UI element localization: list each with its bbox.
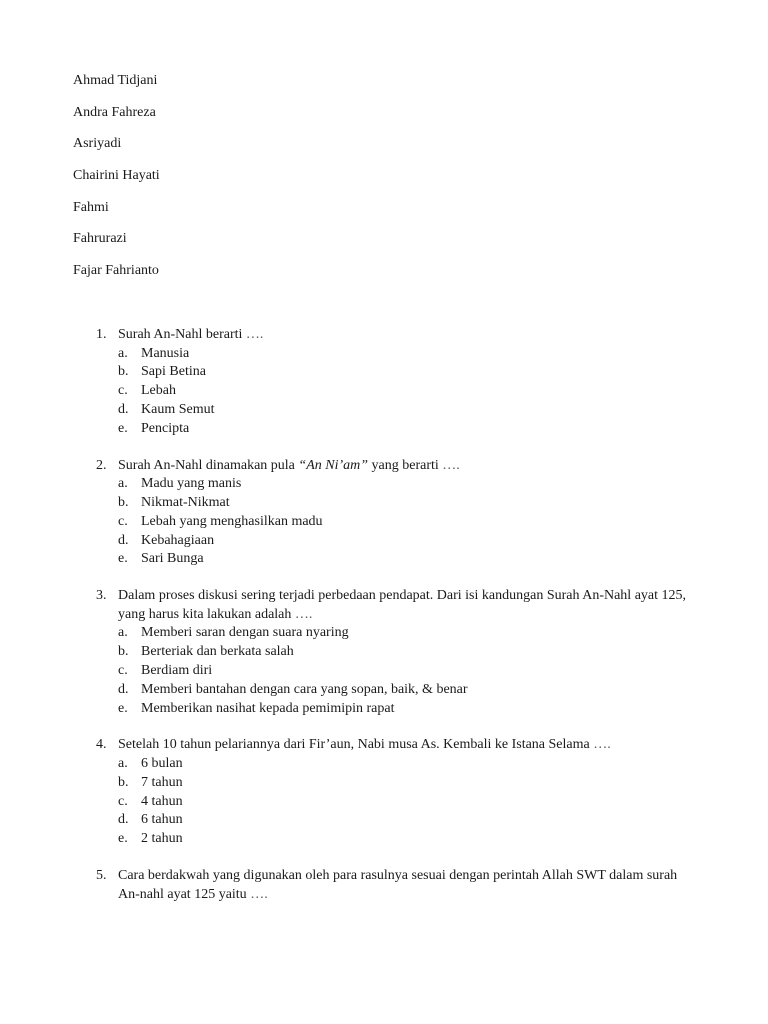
option-letter: e. [118, 551, 128, 567]
option-text: Lebah yang menghasilkan madu [141, 513, 323, 529]
option-letter: a. [118, 345, 128, 361]
option-letter: b. [118, 644, 129, 660]
option-text: Lebah [141, 383, 176, 399]
answer-option [96, 550, 696, 569]
answer-option [96, 700, 696, 719]
option-letter: c. [118, 793, 128, 809]
answer-option [96, 774, 696, 793]
answer-option [96, 513, 696, 532]
question-text [118, 587, 696, 624]
question-item [96, 326, 696, 439]
question-ellipsis: …. [250, 886, 268, 902]
question-italic-term: “An Ni’am” [298, 457, 369, 473]
option-list [96, 345, 696, 439]
question-stem [96, 867, 696, 904]
question-stem [96, 736, 696, 755]
option-letter: a. [118, 755, 128, 771]
option-list [96, 624, 696, 718]
student-name: Fajar Fahrianto [73, 263, 159, 279]
option-letter: b. [118, 774, 129, 790]
answer-option [96, 755, 696, 774]
answer-option [96, 624, 696, 643]
question-text-part: Cara berdakwah yang digunakan oleh para rasulnya sesuai dengan perintah Allah SWT dalam surah An-nahl ayat 125 yaitu [118, 867, 678, 902]
question-item [96, 457, 696, 570]
question-number: 3. [96, 588, 107, 604]
option-text: 7 tahun [141, 774, 183, 790]
option-text: 6 tahun [141, 812, 183, 828]
student-name: Fahmi [73, 199, 109, 215]
option-letter: d. [118, 681, 129, 697]
option-letter: c. [118, 383, 128, 399]
option-text: Pencipta [141, 420, 190, 436]
option-text: Memberi bantahan dengan cara yang sopan, baik, & benar [141, 681, 468, 697]
option-letter: d. [118, 532, 129, 548]
student-name: Ahmad Tidjani [73, 73, 158, 88]
student-name: Chairini Hayati [73, 168, 160, 184]
option-text: Memberi saran dengan suara nyaring [141, 625, 349, 641]
option-text: Madu yang manis [141, 476, 242, 492]
option-letter: d. [118, 401, 129, 417]
question-number: 4. [96, 737, 107, 753]
student-name: Fahrurazi [73, 231, 127, 247]
question-ellipsis: …. [442, 457, 460, 473]
question-text-part: Surah An-Nahl dinamakan pula [118, 457, 299, 473]
question-item [96, 587, 696, 718]
option-list [96, 755, 696, 849]
question-number: 1. [96, 327, 107, 342]
answer-option [96, 420, 696, 439]
question-number: 5. [96, 867, 107, 883]
option-list [96, 475, 696, 569]
question-number: 2. [96, 457, 107, 473]
option-text: Sari Bunga [141, 551, 204, 567]
question-stem [96, 587, 696, 624]
option-text: Sapi Betina [141, 364, 206, 380]
question-text-part: yang berarti [368, 457, 443, 473]
answer-option [96, 793, 696, 812]
option-text: 6 bulan [141, 755, 183, 771]
answer-option [96, 345, 696, 364]
question-text [118, 867, 696, 904]
name-list [73, 72, 160, 294]
option-letter: d. [118, 812, 129, 828]
answer-option [96, 382, 696, 401]
option-letter: e. [118, 420, 128, 436]
option-letter: a. [118, 476, 128, 492]
option-text: Berteriak dan berkata salah [141, 644, 294, 660]
question-list [96, 326, 696, 922]
answer-option [96, 811, 696, 830]
question-item [96, 867, 696, 904]
option-letter: b. [118, 494, 129, 510]
question-stem [96, 326, 696, 345]
option-letter: c. [118, 662, 128, 678]
question-text-part: Dalam proses diskusi sering terjadi perbedaan pendapat. Dari isi kandungan Surah An-Nahl ayat 125, yang harus kita lakukan adalah [118, 588, 687, 622]
option-text: Berdiam diri [141, 662, 213, 678]
answer-option [96, 401, 696, 420]
question-text [118, 457, 696, 476]
question-text-part: Setelah 10 tahun pelariannya dari Fir’aun, Nabi musa As. Kembali ke Istana Selama [118, 737, 594, 753]
question-text [118, 736, 696, 755]
question-ellipsis: …. [245, 327, 264, 342]
option-letter: c. [118, 513, 128, 529]
answer-option [96, 830, 696, 849]
answer-option [96, 363, 696, 382]
option-text: Nikmat-Nikmat [141, 494, 230, 510]
option-text: Manusia [141, 345, 190, 361]
option-letter: b. [118, 364, 129, 380]
question-item [96, 736, 696, 849]
answer-option [96, 494, 696, 513]
option-text: Kebahagiaan [141, 532, 215, 548]
option-text: Memberikan nasihat kepada pemimipin rapat [141, 700, 395, 716]
student-name: Andra Fahreza [73, 104, 156, 120]
question-text [118, 326, 696, 345]
question-ellipsis: …. [593, 737, 611, 753]
option-letter: a. [118, 625, 128, 641]
option-text: 2 tahun [141, 831, 183, 847]
answer-option [96, 475, 696, 494]
answer-option [96, 643, 696, 662]
student-name: Asriyadi [73, 136, 122, 152]
question-ellipsis: …. [294, 606, 313, 622]
option-letter: e. [118, 700, 128, 716]
answer-option [96, 662, 696, 681]
option-text: 4 tahun [141, 793, 183, 809]
option-letter: e. [118, 831, 128, 847]
option-text: Kaum Semut [141, 401, 215, 417]
question-text-part: Surah An-Nahl berarti [118, 327, 246, 342]
answer-option [96, 532, 696, 551]
question-stem [96, 457, 696, 476]
answer-option [96, 681, 696, 700]
